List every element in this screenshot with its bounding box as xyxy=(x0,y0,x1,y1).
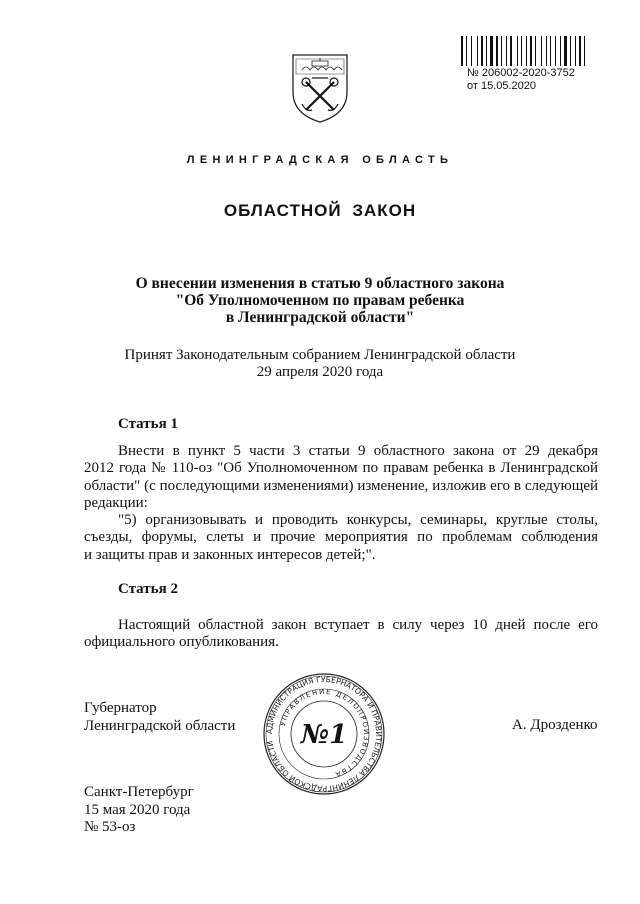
governor-region: Ленинградской области xyxy=(84,718,236,734)
barcode-bar xyxy=(508,36,509,66)
article-1-body xyxy=(84,443,598,564)
stamp-outer-text: АДМИНИСТРАЦИЯ ГУБЕРНАТОРА И ПРАВИТЕЛЬСТВА ЛЕНИНГРАДСКОЙ ОБЛАСТИ xyxy=(264,674,384,794)
barcode-bar xyxy=(543,36,545,66)
barcode-bar xyxy=(517,36,518,66)
barcode-bar xyxy=(494,36,495,66)
signing-details xyxy=(84,784,194,837)
barcode-bar xyxy=(526,36,527,66)
barcode-bar xyxy=(530,36,532,66)
barcode-bar xyxy=(471,36,472,66)
article-1-line: области" (с последующими изменениями) изменение, изложив его в следующей xyxy=(84,477,598,494)
official-stamp xyxy=(262,672,386,796)
law-title xyxy=(0,275,640,326)
barcode-bar xyxy=(513,36,516,66)
barcode-bar xyxy=(523,36,525,66)
barcode-bar xyxy=(477,36,478,66)
barcode-bar xyxy=(564,36,567,66)
barcode-bar xyxy=(461,36,463,66)
barcode-bar xyxy=(506,36,507,66)
article-2-line: Настоящий областной закон вступает в силу через 10 дней после его xyxy=(118,617,598,633)
barcode-bar xyxy=(557,36,559,66)
registration-number: № 206002-2020-3752 xyxy=(467,67,575,79)
barcode-bar xyxy=(537,36,540,66)
barcode-bar xyxy=(464,36,465,66)
barcode-bar xyxy=(503,36,505,66)
barcode-bar xyxy=(541,36,542,66)
barcode-bar xyxy=(481,36,483,66)
barcode-bar xyxy=(486,36,487,66)
stamp-number: №1 xyxy=(300,720,348,750)
barcode-bar xyxy=(560,36,561,66)
barcode-bar xyxy=(572,36,574,66)
barcode-bar xyxy=(548,36,549,66)
barcode-bar xyxy=(555,36,556,66)
adoption-note xyxy=(0,347,640,381)
barcode-bar xyxy=(535,36,536,66)
signing-date: 15 мая 2020 года xyxy=(84,801,191,818)
article-2-body xyxy=(84,617,598,652)
barcode-bar xyxy=(510,36,512,66)
barcode-bar xyxy=(488,36,489,66)
article-1-line: Внести в пункт 5 части 3 статьи 9 областного закона от 29 декабря xyxy=(118,443,598,459)
article-1-heading: Статья 1 xyxy=(118,416,178,432)
barcode-bar xyxy=(570,36,571,66)
coat-of-arms-icon xyxy=(290,52,350,124)
barcode-bar xyxy=(582,36,583,66)
governor-position: Губернатор xyxy=(84,700,157,716)
barcode-bar xyxy=(546,36,547,66)
article-1-line: и защиты прав и законных интересов детей;". xyxy=(84,546,376,563)
barcode-bar xyxy=(568,36,569,66)
barcode-bar xyxy=(519,36,520,66)
barcode-bar xyxy=(466,36,467,66)
barcode-bar xyxy=(484,36,485,66)
barcode-bar xyxy=(575,36,576,66)
registration-info xyxy=(467,67,575,93)
barcode-bar xyxy=(501,36,502,66)
barcode-bar xyxy=(473,36,476,66)
article-1-line: 2012 года № 110-оз "Об Уполномоченном по правам ребенка в Ленинградской xyxy=(84,460,598,477)
barcode-bar xyxy=(468,36,470,66)
article-1-line: редакции: xyxy=(84,494,148,511)
barcode-bar xyxy=(496,36,498,66)
registration-date: от 15.05.2020 xyxy=(467,80,537,92)
barcode-bar xyxy=(521,36,522,66)
barcode-bar xyxy=(584,36,585,66)
barcode-bar xyxy=(490,36,493,66)
governor-name: А. Дрозденко xyxy=(512,717,598,733)
article-1-line: съезды, форумы, слеты и прочие мероприятия по проблемам соблюдения xyxy=(84,529,598,546)
law-type: ОБЛАСТНОЙ ЗАКОН xyxy=(223,201,417,220)
governor-title xyxy=(84,699,235,735)
barcode-bar xyxy=(562,36,563,66)
barcode xyxy=(461,36,589,66)
adoption-line: Принят Законодательным собранием Ленинградской области xyxy=(124,347,516,363)
article-1-line: "5) организовывать и проводить конкурсы, семинары, круглые столы, xyxy=(118,512,598,529)
region-name: ЛЕНИНГРАДСКАЯ ОБЛАСТЬ xyxy=(186,154,454,166)
stamp-inner-text: УПРАВЛЕНИЕ ДЕЛОПРОИЗВОДСТВА xyxy=(278,687,371,779)
barcode-bar xyxy=(552,36,554,66)
barcode-bar xyxy=(579,36,581,66)
barcode-bar xyxy=(479,36,480,66)
barcode-bar xyxy=(577,36,578,66)
signing-city: Санкт-Петербург xyxy=(84,784,194,800)
barcode-bar xyxy=(528,36,529,66)
article-2-line: официального опубликования. xyxy=(84,634,279,651)
barcode-bar xyxy=(499,36,500,66)
adoption-date: 29 апреля 2020 года xyxy=(256,364,384,380)
barcode-bar xyxy=(533,36,534,66)
article-2-heading: Статья 2 xyxy=(118,581,178,597)
law-title-line: "Об Уполномоченном по правам ребенка xyxy=(175,292,465,309)
law-title-line: О внесении изменения в статью 9 областного закона xyxy=(135,275,505,292)
law-title-line: в Ленинградской области" xyxy=(225,309,415,326)
law-number: № 53-оз xyxy=(84,819,136,835)
barcode-bar xyxy=(550,36,551,66)
